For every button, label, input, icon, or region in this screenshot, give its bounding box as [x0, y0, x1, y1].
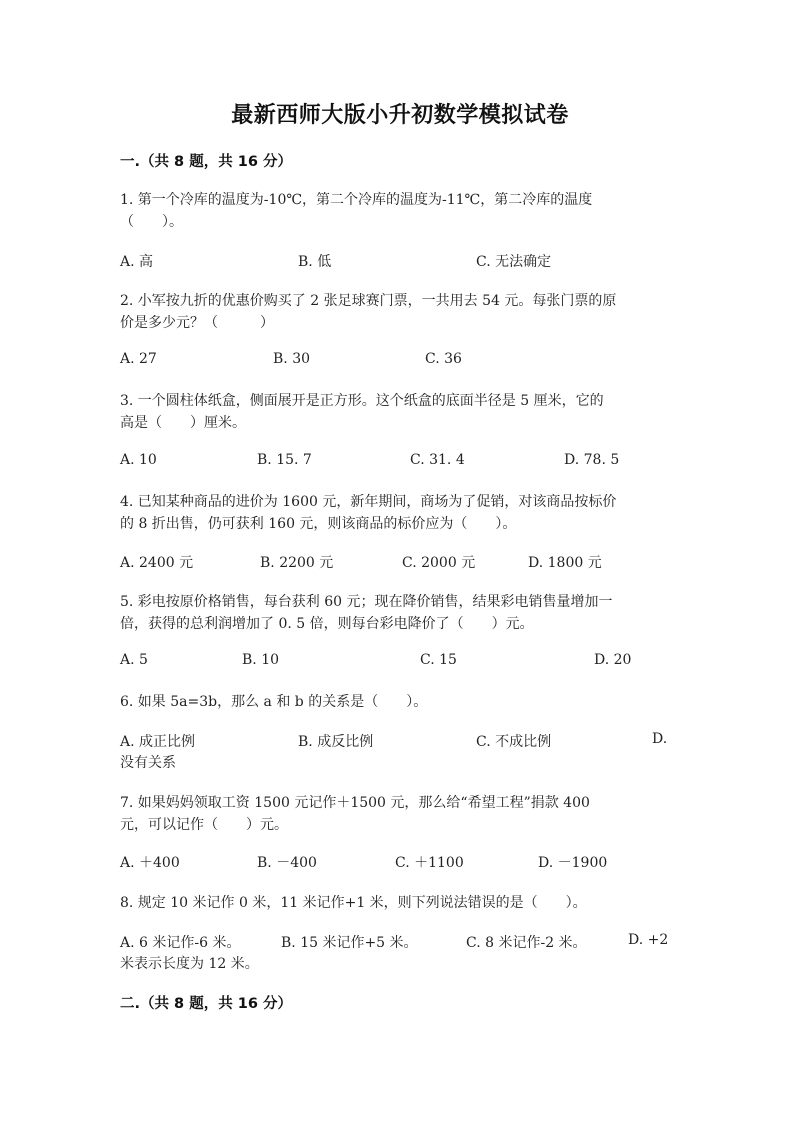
question-6-option-a: A. 成正比例 [120, 734, 196, 750]
question-6-option-d-text: 没有关系 [120, 755, 176, 771]
question-8-option-d-label: D. +2 [628, 932, 669, 948]
question-5-option-a: A. 5 [120, 652, 148, 668]
question-3-line-2: 高是（ ）厘米。 [120, 415, 246, 431]
question-3-option-b: B. 15. 7 [257, 452, 312, 468]
question-5-option-d: D. 20 [594, 652, 632, 668]
section-1-heading: 一.（共 8 题，共 16 分） [120, 154, 292, 170]
question-7-option-b: B. －400 [257, 855, 317, 871]
question-4-option-b: B. 2200 元 [260, 555, 334, 571]
question-1-option-c: C. 无法确定 [476, 254, 552, 270]
question-7-option-c: C. ＋1100 [395, 855, 464, 871]
question-6-option-b: B. 成反比例 [298, 734, 374, 750]
question-8-option-b: B. 15 米记作+5 米。 [281, 935, 418, 951]
question-2-line-2: 价是多少元？（ ） [120, 315, 274, 331]
question-3-option-a: A. 10 [120, 452, 157, 468]
question-4-line-1: 4. 已知某种商品的进价为 1600 元，新年期间，商场为了促销，对该商品按标价 [120, 494, 617, 510]
question-1-option-b: B. 低 [298, 254, 332, 270]
question-8-option-d-text: 米表示长度为 12 米。 [120, 956, 259, 972]
question-4-option-c: C. 2000 元 [402, 555, 476, 571]
question-5-option-b: B. 10 [242, 652, 280, 668]
question-3-option-c: C. 31. 4 [410, 452, 465, 468]
question-2-option-a: A. 27 [120, 351, 157, 367]
page-title: 最新西师大版小升初数学模拟试卷 [231, 103, 569, 128]
question-1-line-1: 1. 第一个冷库的温度为-10℃，第二个冷库的温度为-11℃，第二冷库的温度 [120, 192, 593, 208]
question-8-option-c: C. 8 米记作-2 米。 [466, 935, 587, 951]
question-6-option-c: C. 不成比例 [476, 734, 552, 750]
question-8-line-1: 8. 规定 10 米记作 0 米，11 米记作+1 米，则下列说法错误的是（ ）。 [120, 895, 587, 911]
question-6-option-d-label: D. [652, 731, 668, 747]
question-5-line-2: 倍，获得的总利润增加了 0. 5 倍，则每台彩电降价了（ ）元。 [120, 616, 534, 632]
question-5-line-1: 5. 彩电按原价格销售，每台获利 60 元；现在降价销售，结果彩电销售量增加一 [120, 594, 613, 610]
question-2-option-b: B. 30 [273, 351, 311, 367]
question-1-line-2: （ ）。 [120, 214, 183, 230]
section-2-heading: 二.（共 8 题，共 16 分） [120, 996, 292, 1012]
question-4-line-2: 的 8 折出售，仍可获利 160 元，则该商品的标价应为（ ）。 [120, 516, 517, 532]
question-7-option-a: A. ＋400 [120, 855, 180, 871]
question-3-option-d: D. 78. 5 [564, 452, 620, 468]
question-8-option-a: A. 6 米记作-6 米。 [120, 935, 241, 951]
question-7-line-1: 7. 如果妈妈领取工资 1500 元记作＋1500 元，那么给“希望工程”捐款 400 [120, 795, 590, 811]
question-2-line-1: 2. 小军按九折的优惠价购买了 2 张足球赛门票，一共用去 54 元。每张门票的原 [120, 293, 617, 309]
question-1-option-a: A. 高 [120, 254, 154, 270]
question-3-line-1: 3. 一个圆柱体纸盒，侧面展开是正方形。这个纸盒的底面半径是 5 厘米，它的 [120, 393, 604, 409]
question-7-option-d: D. －1900 [538, 855, 608, 871]
question-6-line-1: 6. 如果 5a=3b，那么 a 和 b 的关系是（ ）。 [120, 694, 428, 710]
question-4-option-d: D. 1800 元 [528, 555, 602, 571]
question-5-option-c: C. 15 [420, 652, 457, 668]
question-2-option-c: C. 36 [425, 351, 462, 367]
question-7-line-2: 元，可以记作（ ）元。 [120, 817, 288, 833]
question-4-option-a: A. 2400 元 [120, 555, 194, 571]
